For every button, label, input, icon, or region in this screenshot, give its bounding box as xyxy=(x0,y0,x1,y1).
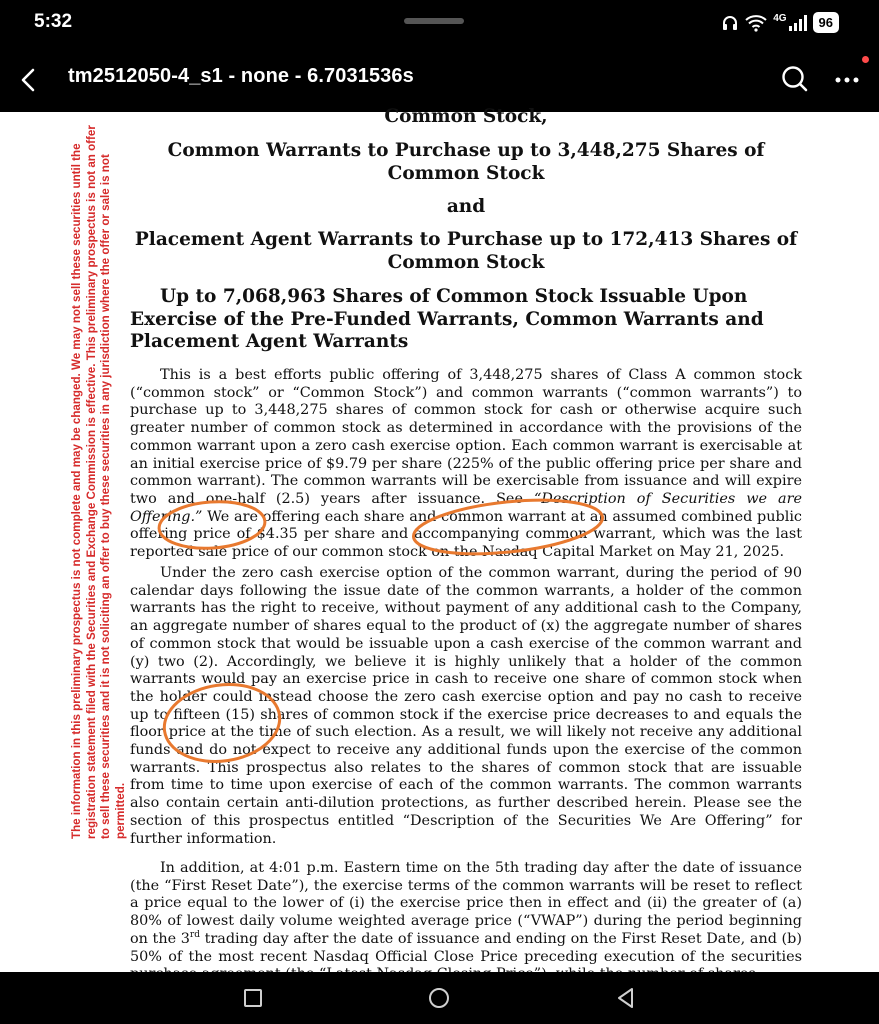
paragraph-reset-terms xyxy=(130,860,802,984)
home-button[interactable] xyxy=(425,984,453,1012)
paragraph-reset-text: In addition, at 4:01 p.m. Eastern time on the 5th trading day after the date of issuance (the “First Reset Date”), the exercise terms of the common warrants will be reset to reflect a price equal to the lower of (i) the exercise price then in effect and (ii) the greater of (a) 80% of lowest daily volume weighted average price (“VWAP”) during the period beginning on the 3 xyxy=(130,860,802,947)
paragraph-offering-text: This is a best efforts public offering of 3,448,275 shares of Class A common stock (“common stock” or “Common Stock”) and common warrants (“common warrants”) to purchase up to 3,448,275 shares of common stock for cash or otherwise acquire such greater number of common stock as determined in accordance with the provisions of the common warrant upon a zero cash exercise option. Each common warrant is exercisable at an initial exercise price of $9.79 per share (225% of the public offering price per share and common warrant). The common warrants will be exercisable from issuance and will expire two and one-half (2.5) years after issuance. See xyxy=(130,367,802,507)
heading-and: and xyxy=(446,196,486,217)
heading-common-warrants: Common Warrants to Purchase up to 3,448,275 Shares of Common Stock xyxy=(167,140,765,184)
recents-icon xyxy=(239,984,267,1012)
home-icon xyxy=(425,984,453,1012)
back-button[interactable] xyxy=(12,62,48,98)
battery-indicator: 96 xyxy=(813,12,839,33)
document-title: tm2512050-4_s1 - none - 6.7031536s xyxy=(68,65,414,87)
heading-placement-warrants: Placement Agent Warrants to Purchase up to 172,413 Shares of Common Stock xyxy=(134,229,798,273)
status-time: 5:32 xyxy=(34,11,73,32)
document-page[interactable] xyxy=(0,106,879,972)
wifi-icon xyxy=(745,14,767,32)
camera-notch xyxy=(404,18,464,24)
side-disclaimer: The information in this preliminary prospectus is not complete and may be changed. We may not sell these securities until the registration statement filed with the Securities and Exchange Commission is effective. This preliminary prospectus is not an offer to sell these securities and it is not soliciting an offer to buy these securities in any jurisdiction where the offer or sale is not permitted. xyxy=(70,125,127,839)
paragraph-offering-text-2: We are offering each share and common warrant at an assumed combined public offering price of $4.35 per share and accompanying common warrant, which was the last reported sale price of our common stock on the Nasdaq Capital Market on May 21, 2025. xyxy=(130,508,802,561)
headphones-icon xyxy=(721,14,739,32)
paragraph-zero-cash-exercise: Under the zero cash exercise option of the common warrant, during the period of 90 calendar days following the issue date of the common warrants, a holder of the common warrants has the right to receive, without payment of any additional cash to the Company, an aggregate number of shares equal to the product of (x) the aggregate number of shares of common stock that would be issuable upon a cash exercise of the common warrant and (y) two (2). Accordingly, we believe it is highly unlikely that a holder of the common warrants would pay an exercise price in cash to receive one share of common stock when the holder could instead choose the zero cash exercise option and pay no cash to receive up to fifteen (15) shares of common stock if the exercise price decreases to and equals the floor price at the time of such election. As a result, we will likely not receive any additional funds and do not expect to receive any additional funds upon the exercise of the common warrants. This prospectus also relates to the shares of common stock that are issuable from time to time upon exercise of each of the common warrants. The common warrants also contain certain anti-dilution protections, as further described herein. Please see the section of this prospectus entitled “Description of the Securities We Are Offering” for further information. xyxy=(130,565,802,847)
nav-back-button[interactable] xyxy=(612,984,640,1012)
signal-icon xyxy=(789,15,807,31)
heading-common-stock: Common Stock, xyxy=(384,106,548,127)
status-bar xyxy=(0,0,879,48)
paragraph-reset-text-2: trading day after the date of issuance and ending on the First Reset Date, and (b) 50% of the most recent Nasdaq Official Close Price preceding execution of the securities xyxy=(130,930,802,965)
status-icons xyxy=(721,12,839,33)
search-button[interactable] xyxy=(778,62,812,96)
ordinal-suffix: rd xyxy=(189,930,200,941)
more-icon xyxy=(830,62,864,96)
description-reference: “Description of Securities we are Offering.” xyxy=(130,490,802,525)
paragraph-offering xyxy=(130,367,802,562)
search-icon xyxy=(778,62,812,96)
heading-issuable-shares: Up to 7,068,963 Shares of Common Stock Issuable Upon Exercise of the Pre-Funded Warrants, Common Warrants and Placement Agent Warrants xyxy=(130,286,764,352)
app-bar xyxy=(0,48,879,112)
more-options-button[interactable] xyxy=(830,62,864,96)
notification-dot xyxy=(862,56,869,63)
back-arrow-icon xyxy=(12,62,48,98)
recents-button[interactable] xyxy=(239,984,267,1012)
network-type: 4G xyxy=(773,13,787,24)
system-nav-bar xyxy=(0,972,879,1024)
back-icon xyxy=(612,984,640,1012)
